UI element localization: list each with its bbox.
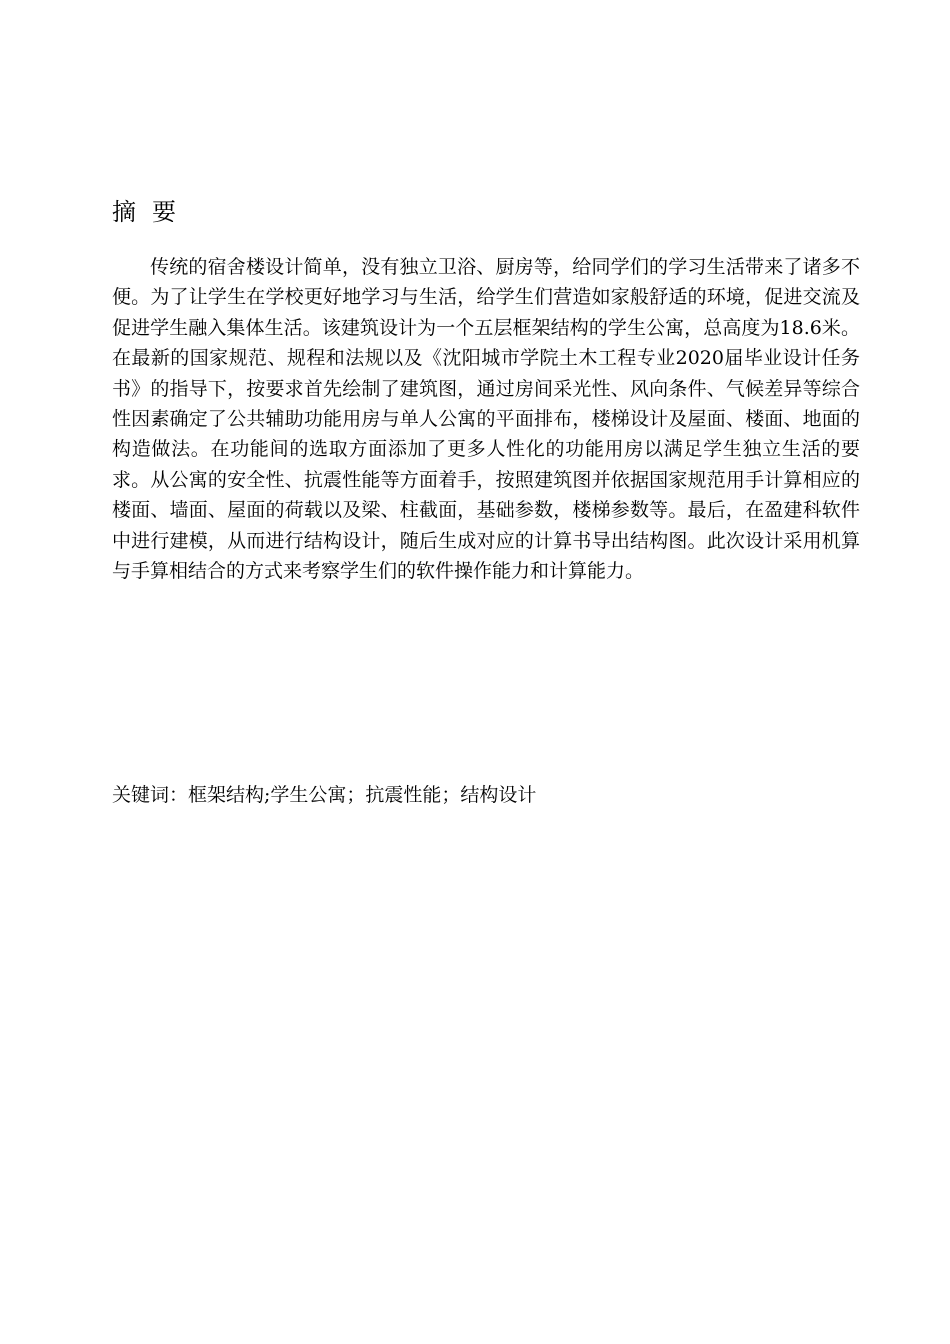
- abstract-body: 传统的宿舍楼设计简单，没有独立卫浴、厨房等，给同学们的学习生活带来了诸多不便。为了让学生在学校更好地学习与生活，给学生们营造如家般舒适的环境，促进交流及促进学生融入集体生活。该建筑设计为一个五层框架结构的学生公寓，总高度为18.6米。在最新的国家规范、规程和法规以及《沈阳城市学院土木工程专业2020届毕业设计任务书》的指导下，按要求首先绘制了建筑图，通过房间采光性、风向条件、气候差异等综合性因素确定了公共辅助功能用房与单人公寓的平面排布，楼梯设计及屋面、楼面、地面的构造做法。在功能间的选取方面添加了更多人性化的功能用房以满足学生独立生活的要求。从公寓的安全性、抗震性能等方面着手，按照建筑图并依据国家规范用手计算相应的楼面、墙面、屋面的荷载以及梁、柱截面，基础参数，楼梯参数等。最后，在盈建科软件中进行建模，从而进行结构设计，随后生成对应的计算书导出结构图。此次设计采用机算与手算相结合的方式来考察学生们的软件操作能力和计算能力。: [112, 256, 860, 583]
- keywords-terms: 框架结构;学生公寓；抗震性能；结构设计: [188, 784, 537, 806]
- keywords-label: 关键词：: [112, 784, 189, 806]
- abstract-heading: 摘要: [112, 198, 192, 226]
- keywords-line: [112, 781, 536, 809]
